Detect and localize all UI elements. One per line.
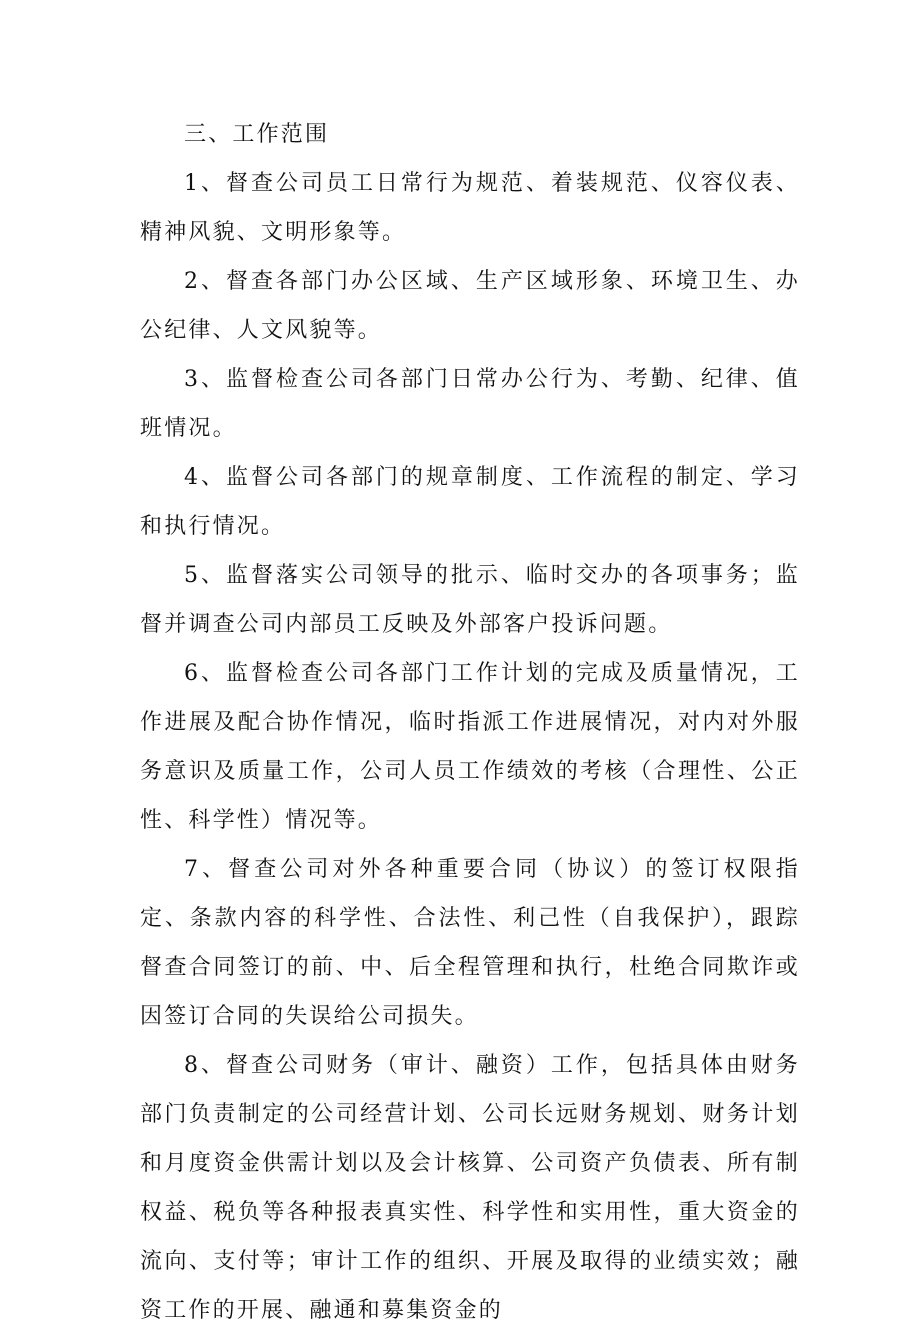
document-body (140, 110, 800, 1335)
paragraph-4: 4、监督公司各部门的规章制度、工作流程的制定、学习和执行情况。 (140, 465, 800, 539)
paragraph-5: 5、监督落实公司领导的批示、临时交办的各项事务；监督并调查公司内部员工反映及外部客户投诉问题。 (140, 563, 800, 637)
paragraph-2: 2、督查各部门办公区域、生产区域形象、环境卫生、办公纪律、人文风貌等。 (140, 269, 800, 343)
section-heading: 三、工作范围 (184, 122, 330, 147)
paragraph-7: 7、督查公司对外各种重要合同（协议）的签订权限指定、条款内容的科学性、合法性、利己性（自我保护），跟踪督查合同签订的前、中、后全程管理和执行，杜绝合同欺诈或因签订合同的失误给公司损失。 (140, 857, 800, 1029)
paragraph-3: 3、监督检查公司各部门日常办公行为、考勤、纪律、值班情况。 (140, 367, 800, 441)
paragraph-6: 6、监督检查公司各部门工作计划的完成及质量情况，工作进展及配合协作情况，临时指派工作进展情况，对内对外服务意识及质量工作，公司人员工作绩效的考核（合理性、公正性、科学性）情况等。 (140, 661, 800, 833)
paragraph-8: 8、督查公司财务（审计、融资）工作，包括具体由财务部门负责制定的公司经营计划、公司长远财务规划、财务计划和月度资金供需计划以及会计核算、公司资产负债表、所有制权益、税负等各种报表真实性、科学性和实用性，重大资金的流向、支付等；审计工作的组织、开展及取得的业绩实效；融资工作的开展、融通和募集资金的 (140, 1053, 800, 1323)
paragraph-1: 1、督查公司员工日常行为规范、着装规范、仪容仪表、精神风貌、文明形象等。 (140, 171, 800, 245)
